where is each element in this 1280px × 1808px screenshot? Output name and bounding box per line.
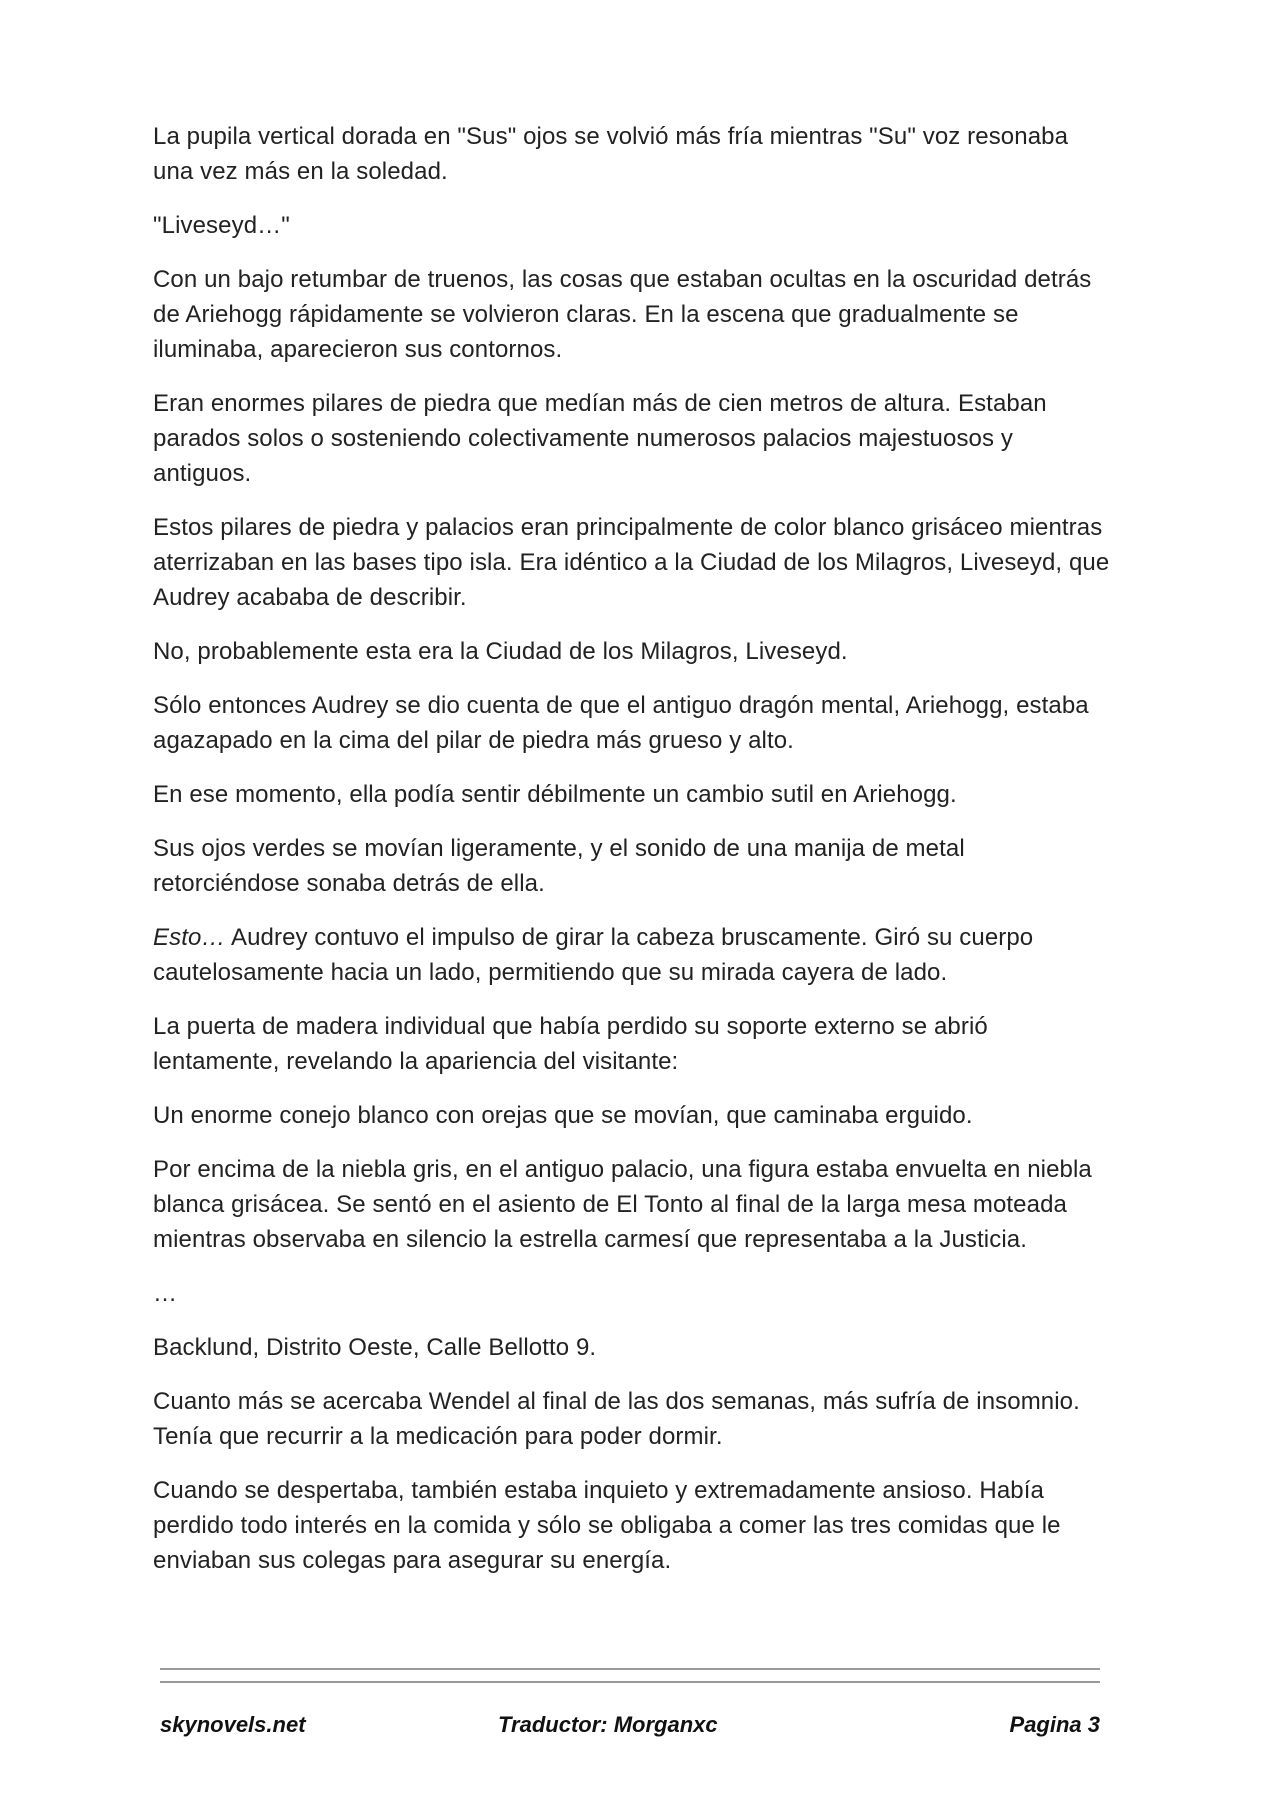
- paragraph: Por encima de la niebla gris, en el antiguo palacio, una figura estaba envuelta en niebla blanca grisácea. Se sentó en el asiento de El Tonto al final de la larga mesa moteada mientras observaba en silencio la estrella carmesí que representaba a la Justicia.: [153, 1156, 1092, 1253]
- paragraph: Backlund, Distrito Oeste, Calle Bellotto 9.: [153, 1334, 597, 1361]
- document-body: [153, 119, 1113, 1597]
- paragraph: "Liveseyd…": [153, 212, 290, 239]
- paragraph: No, probablemente esta era la Ciudad de los Milagros, Liveseyd.: [153, 638, 848, 665]
- paragraph: Cuando se despertaba, también estaba inquieto y extremadamente ansioso. Había perdido todo interés en la comida y sólo se obligaba a comer las tres comidas que le enviaban sus colegas para asegurar su energía.: [153, 1477, 1061, 1574]
- scene-break: …: [153, 1280, 178, 1307]
- paragraph: Estos pilares de piedra y palacios eran principalmente de color blanco grisáceo mientras aterrizaban en las bases tipo isla. Era idéntico a la Ciudad de los Milagros, Liveseyd, que Audrey acababa de describir.: [153, 514, 1110, 611]
- footer-divider-top: [160, 1668, 1100, 1670]
- footer-divider-bottom: [160, 1681, 1100, 1683]
- paragraph-text: Audrey contuvo el impulso de girar la cabeza bruscamente. Giró su cuerpo cautelosamente hacia un lado, permitiendo que su mirada cayera de lado.: [153, 924, 1034, 986]
- paragraph: Con un bajo retumbar de truenos, las cosas que estaban ocultas en la oscuridad detrás de Ariehogg rápidamente se volvieron claras. En la escena que gradualmente se iluminaba, aparecieron sus contornos.: [153, 266, 1092, 363]
- paragraph: Eran enormes pilares de piedra que medían más de cien metros de altura. Estaban parados solos o sosteniendo colectivamente numerosos palacios majestuosos y antiguos.: [153, 390, 1047, 487]
- paragraph: En ese momento, ella podía sentir débilmente un cambio sutil en Ariehogg.: [153, 781, 957, 808]
- italic-phrase: Esto…: [153, 924, 226, 951]
- footer-site: skynovels.net: [160, 1712, 306, 1737]
- paragraph: La pupila vertical dorada en "Sus" ojos se volvió más fría mientras "Su" voz resonaba una vez más en la soledad.: [153, 123, 1069, 185]
- footer-translator: Traductor: Morganxc: [498, 1712, 718, 1737]
- paragraph: [153, 920, 1113, 990]
- footer-page-number: Pagina 3: [1009, 1712, 1100, 1737]
- page-footer: [160, 1712, 1100, 1746]
- paragraph: Un enorme conejo blanco con orejas que se movían, que caminaba erguido.: [153, 1102, 973, 1129]
- paragraph: Sólo entonces Audrey se dio cuenta de que el antiguo dragón mental, Ariehogg, estaba agazapado en la cima del pilar de piedra más grueso y alto.: [153, 692, 1089, 754]
- paragraph: Sus ojos verdes se movían ligeramente, y el sonido de una manija de metal retorciéndose sonaba detrás de ella.: [153, 835, 965, 897]
- paragraph: La puerta de madera individual que había perdido su soporte externo se abrió lentamente, revelando la apariencia del visitante:: [153, 1013, 988, 1075]
- paragraph: Cuanto más se acercaba Wendel al final de las dos semanas, más sufría de insomnio. Tenía que recurrir a la medicación para poder dormir.: [153, 1388, 1080, 1450]
